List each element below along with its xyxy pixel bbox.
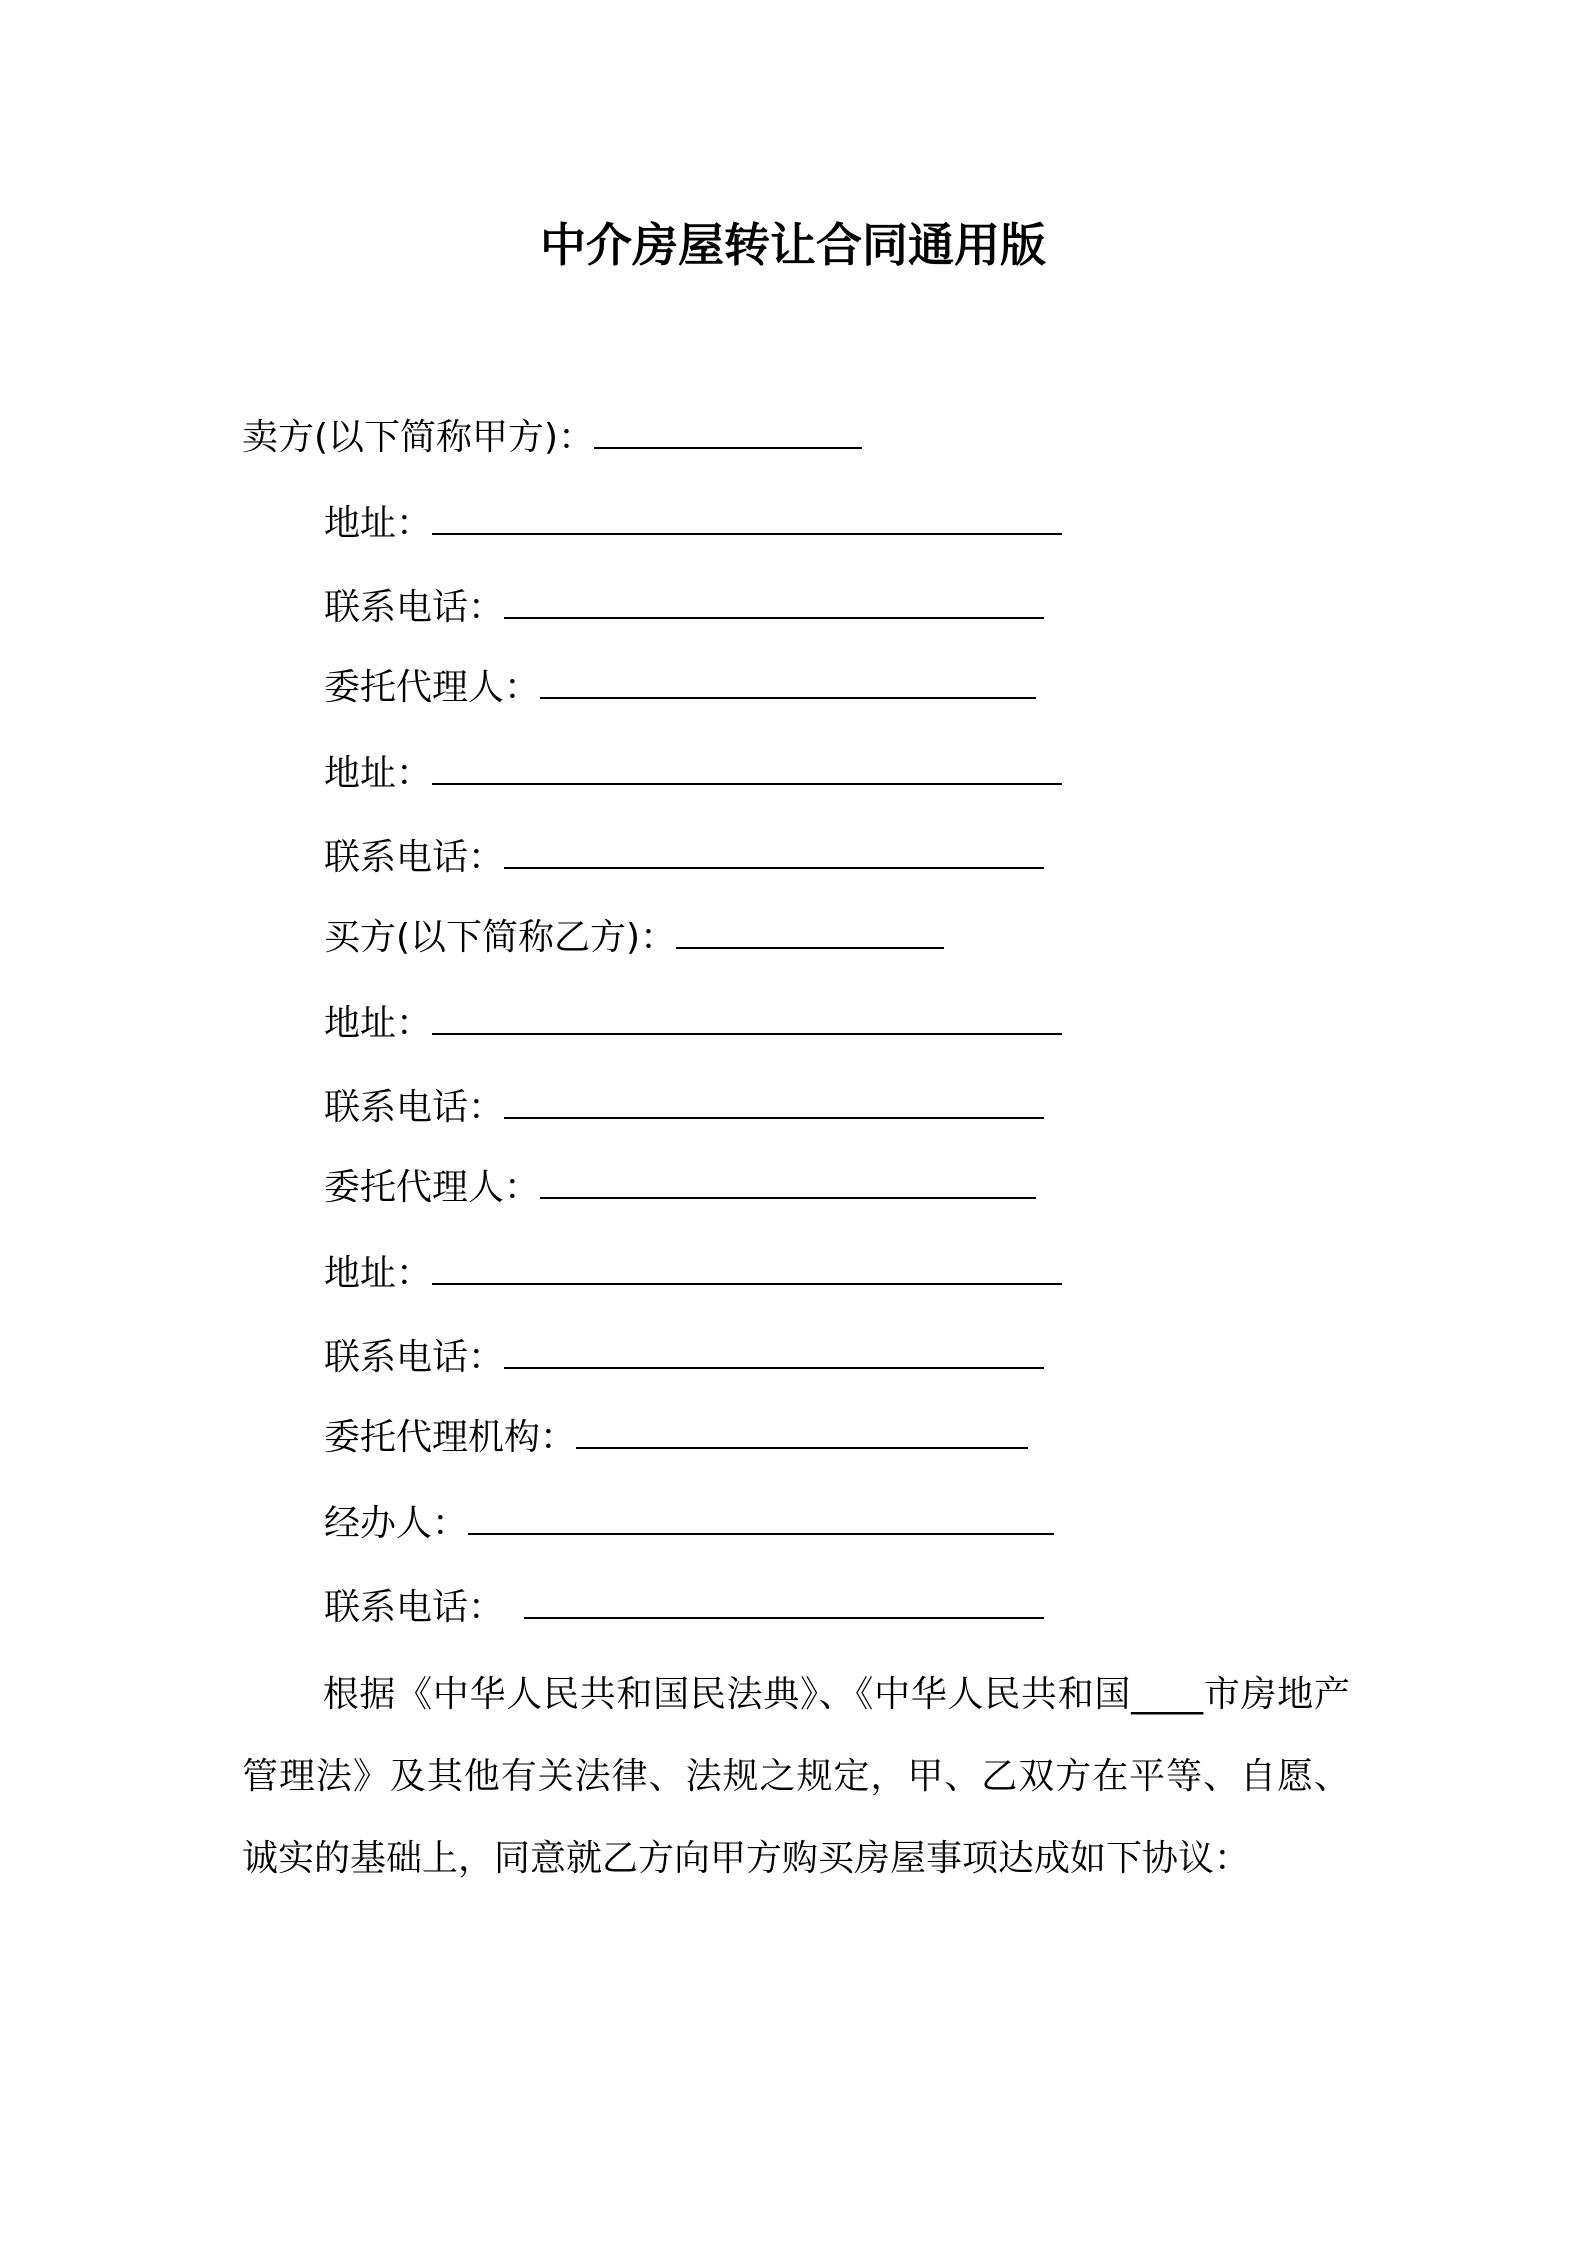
seller-agent-address-label: 地址： (324, 753, 433, 794)
buyer-agent-address-label: 地址： (324, 1253, 433, 1294)
document-title: 中介房屋转让合同通用版 (540, 218, 1046, 272)
buyer-phone-line (324, 1084, 1044, 1132)
buyer-agent-address-line (324, 1250, 1062, 1298)
buyer-agent-phone-label: 联系电话： (324, 1337, 505, 1378)
buyer-phone-label: 联系电话： (324, 1087, 505, 1128)
seller-address-label: 地址： (324, 503, 433, 544)
seller-agent-phone-blank[interactable] (504, 837, 1044, 869)
buyer-heading-label: 买方(以下简称乙方)： (324, 917, 677, 958)
seller-agent-phone-line (324, 834, 1044, 882)
seller-agent-label: 委托代理人： (324, 667, 541, 708)
seller-name-blank[interactable] (594, 417, 862, 449)
agency-handler-label: 经办人： (324, 1503, 469, 1544)
seller-phone-line (324, 584, 1044, 632)
agency-org-blank[interactable] (576, 1417, 1028, 1449)
seller-agent-address-blank[interactable] (432, 753, 1062, 785)
seller-heading-line (242, 414, 862, 462)
preamble-paragraph (242, 1654, 1350, 1900)
buyer-agent-address-blank[interactable] (432, 1253, 1062, 1285)
buyer-heading-line (324, 914, 944, 962)
agency-phone-label: 联系电话： (324, 1587, 505, 1628)
seller-agent-line (324, 664, 1036, 712)
buyer-agent-label: 委托代理人： (324, 1167, 541, 1208)
buyer-agent-line (324, 1164, 1036, 1212)
seller-address-blank[interactable] (432, 503, 1062, 535)
agency-handler-blank[interactable] (468, 1503, 1054, 1535)
buyer-agent-phone-line (324, 1334, 1044, 1382)
buyer-address-blank[interactable] (432, 1003, 1062, 1035)
agency-org-line (324, 1414, 1028, 1462)
preamble-part-2: 市房地产管理法》及其他有关法律、法规之规定，甲、乙双方在平等、自愿、诚实的基础上，同意就乙方向甲方购买房屋事项达成如下协议： (242, 1674, 1350, 1879)
preamble-part-1: 根据《中华人民共和国民法典》、《中华人民共和国 (322, 1674, 1132, 1715)
seller-phone-label: 联系电话： (324, 587, 505, 628)
agency-phone-line (324, 1584, 1044, 1632)
agency-handler-line (324, 1500, 1054, 1548)
seller-agent-blank[interactable] (540, 667, 1036, 699)
buyer-address-line (324, 1000, 1062, 1048)
seller-phone-blank[interactable] (504, 587, 1044, 619)
seller-agent-address-line (324, 750, 1062, 798)
agency-org-label: 委托代理机构： (324, 1417, 577, 1458)
seller-address-line (324, 500, 1062, 548)
buyer-name-blank[interactable] (676, 917, 944, 949)
seller-heading-label: 卖方(以下简称甲方)： (242, 417, 595, 458)
buyer-agent-blank[interactable] (540, 1167, 1036, 1199)
buyer-agent-phone-blank[interactable] (504, 1337, 1044, 1369)
buyer-phone-blank[interactable] (504, 1087, 1044, 1119)
preamble-city-blank[interactable]: ____ (1131, 1674, 1204, 1715)
agency-phone-blank[interactable] (524, 1587, 1044, 1619)
seller-agent-phone-label: 联系电话： (324, 837, 505, 878)
buyer-address-label: 地址： (324, 1003, 433, 1044)
